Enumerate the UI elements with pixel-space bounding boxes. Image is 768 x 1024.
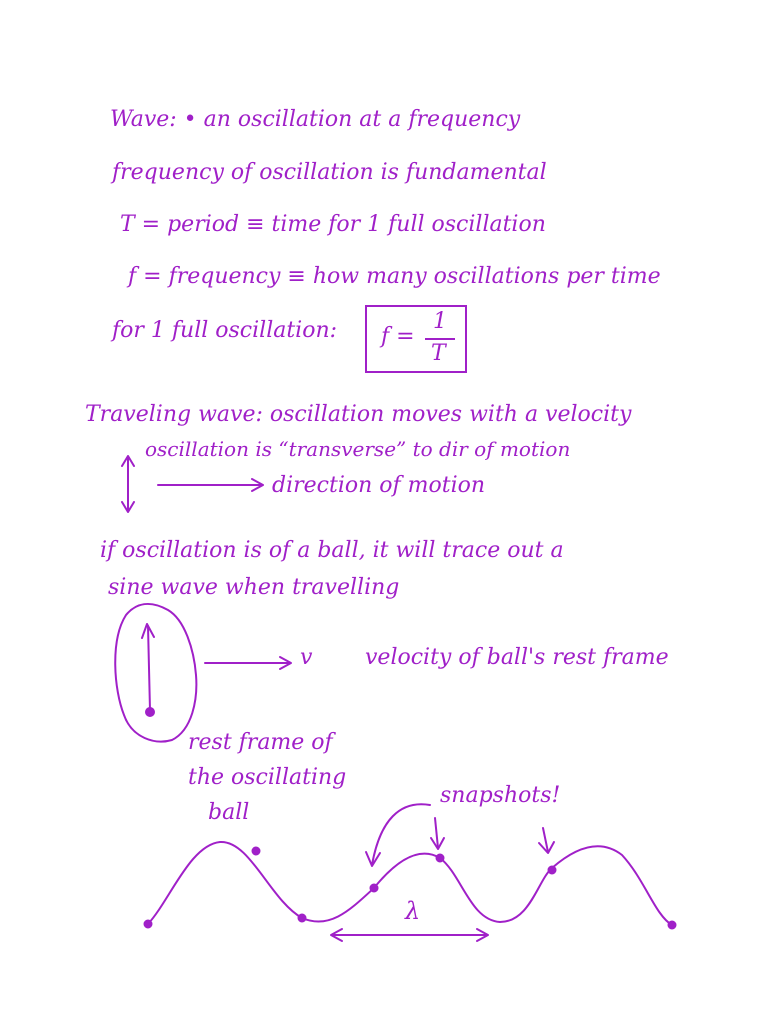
note-period-definition: T = period ≡ time for 1 full oscillation [120, 212, 546, 237]
note-sine-wave: sine wave when travelling [108, 575, 400, 600]
note-direction-of-motion: direction of motion [272, 473, 486, 498]
wave-point [371, 885, 378, 892]
wave-point [549, 867, 556, 874]
wave-point [299, 915, 306, 922]
label-velocity-v: v [300, 645, 313, 670]
note-traveling-wave: Traveling wave: oscillation moves with a velocity [85, 402, 632, 427]
note-velocity-rest-frame: velocity of ball's rest frame [365, 645, 669, 670]
direction-arrow [158, 479, 263, 491]
note-ball-oscillation: if oscillation is of a ball, it will trace out a [100, 538, 564, 563]
label-snapshots: snapshots! [440, 783, 561, 808]
transverse-double-arrow [122, 456, 134, 512]
wavelength-arrow [331, 929, 488, 941]
note-wave-definition: Wave: • an oscillation at a frequency [110, 107, 521, 132]
sine-wave-trace [148, 842, 672, 925]
formula-numerator: 1 [433, 309, 447, 334]
rest-frame-outline [115, 604, 196, 742]
ball-dot [146, 708, 154, 716]
wave-point [253, 848, 260, 855]
label-the-oscillating: the oscillating [188, 765, 347, 790]
note-frequency-definition: f = frequency ≡ how many oscillations per time [128, 264, 661, 289]
wave-point [437, 855, 444, 862]
label-ball: ball [208, 800, 250, 825]
note-full-oscillation: for 1 full oscillation: [112, 318, 338, 343]
note-transverse: oscillation is “transverse” to dir of motion [145, 437, 571, 461]
snapshot-pointer-left [372, 804, 430, 865]
note-frequency-fundamental: frequency of oscillation is fundamental [112, 160, 547, 185]
formula-denominator: T [431, 341, 446, 366]
formula-lhs: f = [381, 324, 415, 349]
velocity-arrow [205, 657, 291, 669]
ball-oscillation-arrow [142, 624, 154, 710]
wave-point [669, 922, 676, 929]
label-rest-frame: rest frame of [188, 730, 333, 755]
wave-point [145, 921, 152, 928]
label-wavelength-lambda: λ [405, 897, 421, 925]
